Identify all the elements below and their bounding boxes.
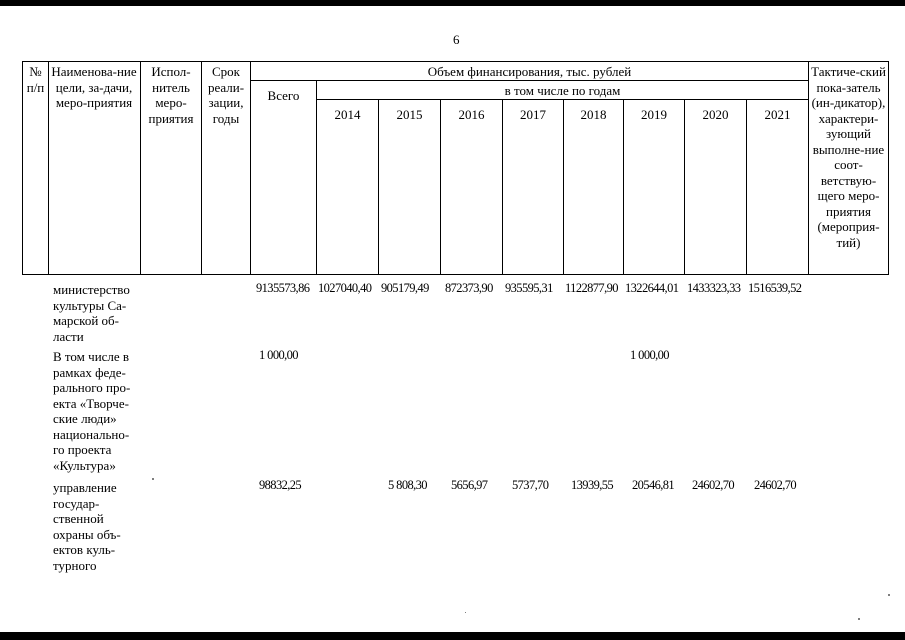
row-value-2017: 5737,70 — [512, 478, 549, 492]
table-top-line — [22, 61, 889, 62]
row-total: 1 000,00 — [259, 348, 298, 362]
header-year-2017: 2017 — [520, 107, 546, 122]
scan-speck — [858, 618, 860, 620]
row-value-2015: 905179,49 — [381, 281, 429, 295]
header-year-2016: 2016 — [458, 107, 485, 122]
col-border — [746, 99, 747, 275]
row-value-2020: 1433323,33 — [687, 281, 741, 295]
scan-speck — [465, 612, 466, 613]
header-year-2015: 2015 — [396, 107, 423, 122]
bottom-border — [0, 632, 905, 640]
row-value-2018: 1122877,90 — [565, 281, 618, 295]
col-border — [140, 61, 141, 275]
header-indicator: Тактиче-ский пока-затель (ин-дикатор), характери-зующий выполне-ние соот-ветствую-щего меро-приятия (мероприя-тий) — [811, 64, 886, 250]
row-value-2015: 5 808,30 — [388, 478, 427, 492]
row-total: 9135573,86 — [256, 281, 310, 295]
row-value-2019: 1 000,00 — [630, 348, 669, 362]
row-value-2021: 1516539,52 — [748, 281, 802, 295]
header-year-2021: 2021 — [764, 107, 791, 122]
header-year-2020: 2020 — [702, 107, 729, 122]
col-border — [563, 99, 564, 275]
funding-subheader-line — [250, 80, 808, 81]
col-border — [888, 61, 889, 275]
header-year-2014: 2014 — [334, 107, 361, 122]
row-total: 98832,25 — [259, 478, 302, 492]
header-term: Срок реали-зации, годы — [207, 64, 245, 126]
row-name: В том числе в рамках феде-рального про-екта «Творче-ские люди» национально-го проекта «Культура» — [53, 349, 131, 473]
header-name: Наименова-ние цели, за-дачи, меро-приятия — [51, 64, 137, 110]
row-value-2019: 20546,81 — [632, 478, 675, 492]
row-value-2021: 24602,70 — [754, 478, 797, 492]
col-border — [684, 99, 685, 275]
header-by-years: в том числе по годам — [504, 83, 621, 98]
header-no: № п/п — [26, 64, 45, 95]
top-border — [0, 0, 905, 6]
col-border — [623, 99, 624, 275]
row-value-2016: 5656,97 — [451, 478, 488, 492]
years-subheader-line — [316, 99, 808, 100]
col-border — [502, 99, 503, 275]
row-name: министерство культуры Са-марской об-ласти — [53, 282, 130, 344]
header-bottom-line — [22, 274, 889, 275]
header-funding: Объем финансирования, тыс. рублей — [427, 64, 632, 79]
col-border — [201, 61, 202, 275]
row-value-2020: 24602,70 — [692, 478, 735, 492]
row-value-2014: 1027040,40 — [318, 281, 372, 295]
header-executor: Испол-нитель меро-приятия — [148, 64, 194, 126]
row-value-2017: 935595,31 — [505, 281, 553, 295]
row-name: управление государ-ственной охраны объ-ектов куль-турного — [53, 480, 121, 573]
col-border — [808, 61, 809, 275]
page-number: 6 — [453, 32, 460, 47]
scan-speck — [152, 478, 154, 480]
scan-speck — [888, 594, 890, 596]
header-year-2018: 2018 — [580, 107, 607, 122]
header-year-2019: 2019 — [641, 107, 667, 122]
col-border — [378, 99, 379, 275]
col-border — [440, 99, 441, 275]
col-border — [48, 61, 49, 275]
row-value-2016: 872373,90 — [445, 281, 493, 295]
row-value-2018: 13939,55 — [571, 478, 614, 492]
header-total: Всего — [267, 88, 300, 103]
row-value-2019: 1322644,01 — [625, 281, 679, 295]
